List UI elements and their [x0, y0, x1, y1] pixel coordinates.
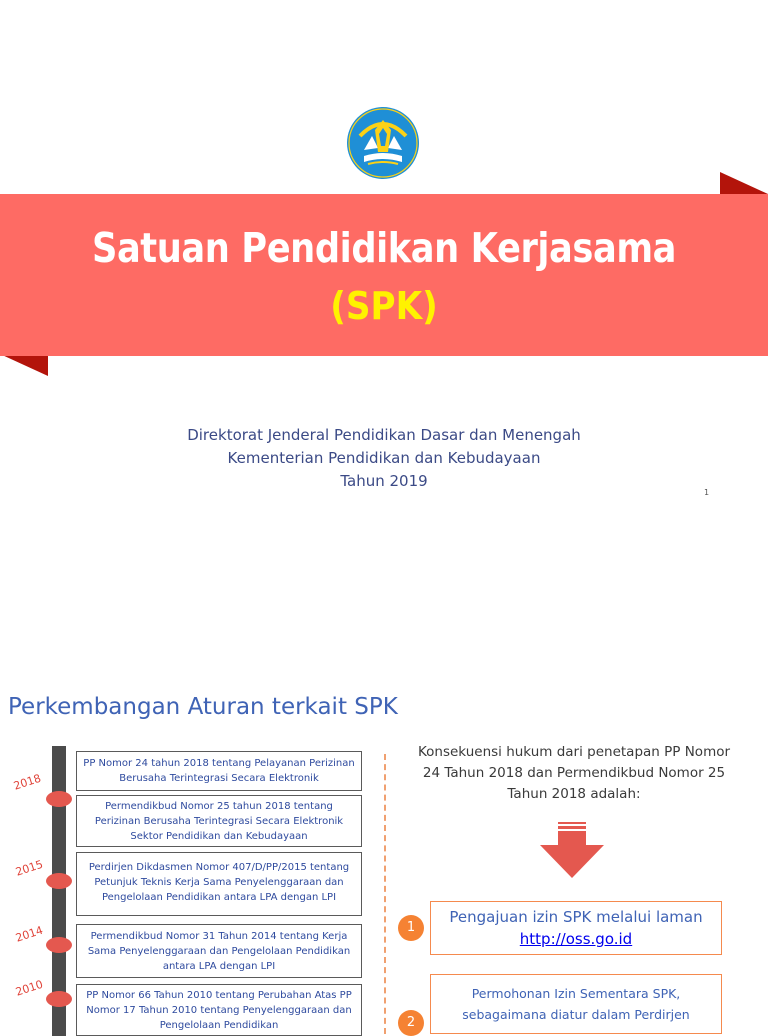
slide-subtitle: (SPK)	[330, 284, 438, 328]
slide-title: Satuan Pendidikan Kerjasama	[91, 224, 677, 272]
regulation-box: PP Nomor 66 Tahun 2010 tentang Perubahan Atas PP Nomor 17 Tahun 2010 tentang Penyelenggaraan dan Pengelolaan Pendidikan	[76, 984, 362, 1036]
regulation-timeline-slide	[0, 650, 768, 1031]
ribbon-fold-right	[720, 172, 768, 196]
step-number-1: 1	[398, 915, 424, 941]
tut-wuri-handayani-logo	[346, 106, 420, 180]
step-number-2: 2	[398, 1010, 424, 1036]
step-box-1	[430, 901, 722, 955]
regulation-box: Permendikbud Nomor 31 Tahun 2014 tentang Kerja Sama Penyelenggaraan dan Pengelolaan Pendidikan antara LPA dengan LPI	[76, 924, 362, 978]
step-text: Permohonan Izin Sementara SPK, sebagaimana diatur dalam Perdirjen	[462, 986, 690, 1022]
timeline-dot-2014	[46, 937, 72, 953]
consequence-text: Konsekuensi hukum dari penetapan PP Nomor 24 Tahun 2018 dan Permendikbud Nomor 25 Tahun 2018 adalah:	[417, 744, 731, 802]
step-text: Pengajuan izin SPK melalui laman	[449, 908, 703, 926]
org-line-year: Tahun 2019	[340, 472, 428, 490]
down-arrow-icon	[540, 822, 604, 880]
timeline-dot-2010	[46, 991, 72, 1007]
step-box-2	[430, 974, 722, 1034]
oss-link[interactable]: http://oss.go.id	[519, 930, 633, 948]
ribbon-fold-left	[0, 354, 48, 376]
org-line-directorate: Direktorat Jenderal Pendidikan Dasar dan Menengah	[187, 426, 581, 444]
page-number: 1	[704, 488, 710, 497]
divider-line	[384, 754, 386, 1034]
regulation-box: Permendikbud Nomor 25 tahun 2018 tentang Perizinan Berusaha Terintegrasi Secara Elektronik Sektor Pendidikan dan Kebudayaan	[76, 795, 362, 847]
timeline-dot-2018	[46, 791, 72, 807]
timeline-year-2010: 2010	[13, 977, 45, 999]
timeline-year-2014: 2014	[13, 923, 45, 945]
org-line-ministry: Kementerian Pendidikan dan Kebudayaan	[227, 449, 541, 467]
regulation-box: Perdirjen Dikdasmen Nomor 407/D/PP/2015 tentang Petunjuk Teknis Kerja Sama Penyelenggaraan dan Pengelolaan Pendidikan antara LPA dengan LPI	[76, 852, 362, 916]
title-ribbon	[0, 194, 768, 356]
timeline-year-2015: 2015	[13, 857, 45, 879]
regulation-box: PP Nomor 24 tahun 2018 tentang Pelayanan Perizinan Berusaha Terintegrasi Secara Elektronik	[76, 751, 362, 791]
timeline-year-2018: 2018	[11, 771, 43, 793]
slide-title: Perkembangan Aturan terkait SPK	[8, 694, 398, 720]
timeline-dot-2015	[46, 873, 72, 889]
